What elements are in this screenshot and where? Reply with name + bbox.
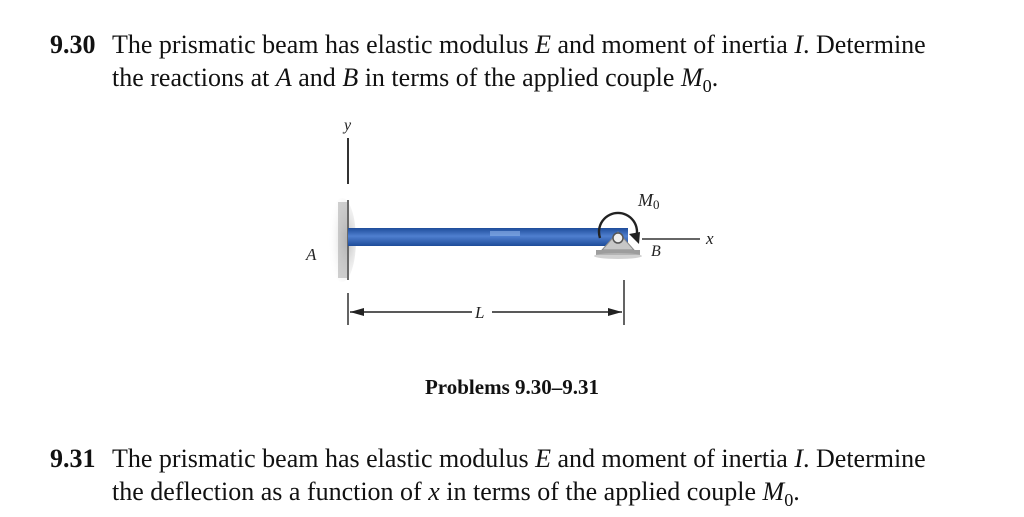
couple-m0-label: M0 [638, 190, 660, 212]
problem-statement [112, 442, 1012, 517]
problem-9-31 [50, 442, 1012, 517]
problem-statement-line-1: The prismatic beam has elastic modulus E and moment of inertia I. Determine [112, 30, 926, 59]
x-axis-label: x [706, 229, 714, 248]
length-label: L [475, 303, 485, 322]
beam [348, 228, 628, 246]
point-b-label: B [651, 243, 661, 260]
problem-number: 9.31 [50, 444, 96, 473]
problem-number: 9.30 [50, 30, 96, 59]
problem-9-30 [50, 28, 1012, 103]
problem-statement-line-2: the deflection as a function of x in terms of the applied couple $M_0$. [112, 477, 800, 511]
beam-figure [290, 110, 750, 340]
point-a-label: A [306, 245, 317, 264]
problem-statement-line-1: The prismatic beam has elastic modulus E and moment of inertia I. Determine [112, 444, 926, 473]
y-axis-label: y [344, 117, 352, 134]
problem-statement [112, 28, 1012, 103]
problem-statement-line-2: the reactions at A and B in terms of the applied couple $M_0$. [112, 63, 719, 97]
figure-caption: Problems 9.30–9.31 [424, 375, 600, 399]
dimension-length [348, 280, 624, 325]
